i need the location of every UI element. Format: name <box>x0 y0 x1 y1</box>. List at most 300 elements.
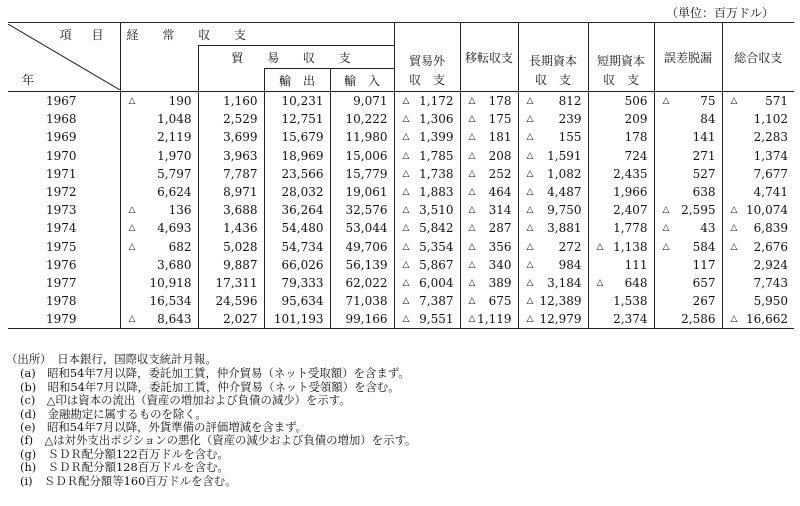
negative-mark: △ <box>402 223 410 234</box>
value-cell-trade <box>198 183 264 201</box>
table-body <box>8 92 794 329</box>
value-cell-trade <box>198 292 264 310</box>
value-text: 53,044 <box>345 221 388 236</box>
negative-mark: △ <box>526 259 534 270</box>
value-text: 190 <box>168 94 192 109</box>
value-cell-sht <box>588 238 654 256</box>
negative-mark: △ <box>526 223 534 234</box>
value-cell-err <box>654 292 722 310</box>
value-text: 239 <box>558 112 582 127</box>
value-text: 111 <box>624 257 648 272</box>
table-row <box>8 147 794 165</box>
year-cell: 1976 <box>46 257 77 272</box>
year-cell: 1969 <box>46 130 77 145</box>
value-cell-cur <box>120 110 198 128</box>
negative-mark: △ <box>468 314 476 325</box>
value-cell-trf <box>460 310 518 329</box>
value-cell-inv <box>394 128 460 146</box>
value-cell-exp <box>264 110 330 128</box>
value-cell-cur <box>120 238 198 256</box>
value-text: 12,751 <box>281 112 324 127</box>
value-cell-cur <box>120 310 198 329</box>
negative-mark: △ <box>468 241 476 252</box>
value-text: 2,529 <box>223 112 258 127</box>
negative-mark: △ <box>526 132 534 143</box>
value-cell-err <box>654 238 722 256</box>
corner-header <box>8 23 120 92</box>
value-cell-imp <box>330 274 394 292</box>
value-text: 71,038 <box>345 294 388 309</box>
value-cell-imp <box>330 165 394 183</box>
value-text: 2,407 <box>613 203 648 218</box>
value-text: 19,061 <box>345 185 388 200</box>
value-cell-tot <box>722 92 794 111</box>
value-text: 16,534 <box>149 294 192 309</box>
value-cell-trade <box>198 92 264 111</box>
value-cell-tot <box>722 165 794 183</box>
value-cell-trade <box>198 238 264 256</box>
value-cell-inv <box>394 110 460 128</box>
value-text: 7,677 <box>753 166 789 181</box>
value-text: 9,071 <box>353 94 388 109</box>
footnote-f: (f) △は対外支出ポジションの悪化（資産の減少および負債の増加）を示す。 <box>20 433 417 448</box>
value-cell-sht <box>588 92 654 111</box>
negative-mark: △ <box>596 277 604 288</box>
negative-mark: △ <box>526 96 534 107</box>
negative-mark: △ <box>402 296 410 307</box>
value-cell-sht <box>588 310 654 329</box>
negative-mark: △ <box>468 296 476 307</box>
value-cell-imp <box>330 147 394 165</box>
value-cell-trade <box>198 110 264 128</box>
negative-mark: △ <box>526 314 534 325</box>
value-cell-trf <box>460 274 518 292</box>
value-text: 1,538 <box>613 294 648 309</box>
year-cell: 1973 <box>46 203 77 218</box>
negative-mark: △ <box>128 314 136 325</box>
source-note: （出所） 日本銀行，国際収支統計月報。 <box>6 352 217 366</box>
value-cell-lng <box>518 183 588 201</box>
negative-mark: △ <box>402 96 410 107</box>
value-cell-lng <box>518 310 588 329</box>
value-cell-tot <box>722 147 794 165</box>
value-cell-cur <box>120 147 198 165</box>
value-text: 3,184 <box>547 275 582 290</box>
value-cell-tot <box>722 274 794 292</box>
value-text: 8,643 <box>157 312 192 327</box>
value-cell-tot <box>722 238 794 256</box>
value-cell-lng <box>518 165 588 183</box>
value-text: 638 <box>692 185 716 200</box>
exports-header: 輸 出 <box>278 73 315 88</box>
footnote-b: (b) 昭和54年7月以降，委託加工賃，仲介貿易（ネット受領額）を含む。 <box>20 379 400 394</box>
footnote-a: (a) 昭和54年7月以降，委託加工賃，仲介貿易（ネット受取額）を含まず。 <box>20 366 410 381</box>
value-text: 15,779 <box>345 166 388 181</box>
negative-mark: △ <box>468 277 476 288</box>
value-cell-err <box>654 165 722 183</box>
value-cell-cur <box>120 292 198 310</box>
value-text: 1,970 <box>157 148 192 163</box>
value-text: 3,688 <box>223 203 258 218</box>
value-cell-imp <box>330 183 394 201</box>
value-cell-inv <box>394 219 460 237</box>
value-cell-trf <box>460 165 518 183</box>
table-row <box>8 201 794 219</box>
footnote-i: (i) ＳＤＲ配分額等160百万ドルを含む。 <box>20 473 237 488</box>
negative-mark: △ <box>402 114 410 125</box>
negative-mark: △ <box>526 205 534 216</box>
value-cell-inv <box>394 238 460 256</box>
value-text: 178 <box>624 130 648 145</box>
negative-mark: △ <box>730 314 738 325</box>
value-text: 1,160 <box>223 94 258 109</box>
value-cell-sht <box>588 110 654 128</box>
value-cell-trade <box>198 147 264 165</box>
balance-of-payments-table <box>8 22 794 329</box>
negative-mark: △ <box>468 205 476 216</box>
value-text: 54,480 <box>281 221 324 236</box>
value-cell-inv <box>394 292 460 310</box>
value-cell-err <box>654 274 722 292</box>
value-cell-tot <box>722 310 794 329</box>
negative-mark: △ <box>402 150 410 161</box>
value-text: 79,333 <box>281 275 324 290</box>
table-row <box>8 183 794 201</box>
value-cell-trf <box>460 256 518 274</box>
value-text: 2,283 <box>753 130 789 145</box>
negative-mark: △ <box>662 96 670 107</box>
value-cell-trade <box>198 274 264 292</box>
value-text: 657 <box>692 275 716 290</box>
value-text: 75 <box>700 94 716 109</box>
value-text: 506 <box>624 94 648 109</box>
negative-mark: △ <box>596 241 604 252</box>
year-cell: 1967 <box>46 94 77 109</box>
value-cell-tot <box>722 183 794 201</box>
year-label: 年 <box>22 73 35 87</box>
value-text: 181 <box>488 130 512 145</box>
value-cell-imp <box>330 256 394 274</box>
value-cell-sht <box>588 292 654 310</box>
value-text: 6,839 <box>753 221 789 236</box>
value-text: 117 <box>692 257 716 272</box>
negative-mark: △ <box>526 168 534 179</box>
value-cell-cur <box>120 219 198 237</box>
value-text: 12,979 <box>539 312 582 327</box>
value-text: 287 <box>488 221 512 236</box>
value-text: 10,222 <box>345 112 388 127</box>
negative-mark: △ <box>128 241 136 252</box>
value-text: 54,734 <box>281 239 324 254</box>
value-cell-inv <box>394 183 460 201</box>
negative-mark: △ <box>526 277 534 288</box>
value-text: 314 <box>488 203 512 218</box>
value-text: 32,576 <box>345 203 388 218</box>
value-text: 1,082 <box>547 166 582 181</box>
value-cell-cur <box>120 92 198 111</box>
value-cell-sht <box>588 147 654 165</box>
value-cell-err <box>654 92 722 111</box>
value-text: 252 <box>488 166 512 181</box>
value-text: 1,048 <box>157 112 192 127</box>
value-text: 3,510 <box>419 203 454 218</box>
value-text: 389 <box>488 275 512 290</box>
value-text: 2,374 <box>613 312 648 327</box>
year-cell: 1977 <box>46 275 77 290</box>
value-cell-cur <box>120 274 198 292</box>
value-cell-exp <box>264 310 330 329</box>
value-text: 5,867 <box>419 257 454 272</box>
value-cell-exp <box>264 92 330 111</box>
value-cell-exp <box>264 292 330 310</box>
value-text: 356 <box>488 239 512 254</box>
value-cell-trade <box>198 256 264 274</box>
value-text: 18,969 <box>281 148 324 163</box>
value-cell-inv <box>394 201 460 219</box>
negative-mark: △ <box>468 96 476 107</box>
value-cell-exp <box>264 274 330 292</box>
notes-block <box>6 353 416 488</box>
value-cell-sht <box>588 201 654 219</box>
value-text: 5,842 <box>419 221 454 236</box>
negative-mark: △ <box>468 114 476 125</box>
value-text: 11,980 <box>345 130 388 145</box>
value-text: 43 <box>700 221 716 236</box>
value-cell-tot <box>722 219 794 237</box>
negative-mark: △ <box>402 259 410 270</box>
value-cell-lng <box>518 92 588 111</box>
value-cell-trade <box>198 128 264 146</box>
value-text: 1,399 <box>419 130 454 145</box>
value-cell-trade <box>198 201 264 219</box>
table-row <box>8 128 794 146</box>
footnote-c: (c) △印は資本の流出（資産の増加および負債の減少）を示す。 <box>20 393 351 408</box>
value-text: 3,963 <box>223 148 258 163</box>
value-cell-imp <box>330 201 394 219</box>
value-text: 101,193 <box>273 312 324 327</box>
value-cell-sht <box>588 183 654 201</box>
value-cell-tot <box>722 201 794 219</box>
value-cell-trade <box>198 310 264 329</box>
imports-header: 輸 入 <box>344 73 381 88</box>
value-text: 15,006 <box>345 148 388 163</box>
year-cell: 1974 <box>46 221 77 236</box>
value-text: 9,887 <box>223 257 258 272</box>
value-cell-sht <box>588 128 654 146</box>
value-cell-imp <box>330 292 394 310</box>
value-cell-exp <box>264 201 330 219</box>
value-text: 527 <box>692 166 716 181</box>
value-cell-lng <box>518 147 588 165</box>
value-cell-lng <box>518 292 588 310</box>
year-cell: 1970 <box>46 148 77 163</box>
errors-omissions-header: 誤差脱漏 <box>664 50 713 65</box>
transfers-header: 移転収支 <box>465 50 514 65</box>
value-cell-tot <box>722 128 794 146</box>
unit-label: （単位：百万ドル） <box>665 6 774 20</box>
value-text: 4,741 <box>753 185 789 200</box>
negative-mark: △ <box>128 223 136 234</box>
negative-mark: △ <box>662 223 670 234</box>
negative-mark: △ <box>468 223 476 234</box>
value-cell-trf <box>460 128 518 146</box>
value-cell-trf <box>460 92 518 111</box>
value-text: 272 <box>558 239 582 254</box>
negative-mark: △ <box>662 241 670 252</box>
value-text: 10,074 <box>746 203 789 218</box>
value-cell-sht <box>588 274 654 292</box>
value-cell-trf <box>460 147 518 165</box>
value-text: 9,551 <box>419 312 454 327</box>
value-cell-err <box>654 128 722 146</box>
value-cell-exp <box>264 165 330 183</box>
value-cell-err <box>654 183 722 201</box>
value-cell-sht <box>588 165 654 183</box>
footnote-g: (g) ＳＤＲ配分額122百万ドルを含む。 <box>20 446 229 461</box>
value-cell-exp <box>264 219 330 237</box>
value-text: 2,676 <box>753 239 789 254</box>
table-row <box>8 310 794 329</box>
value-text: 95,634 <box>281 294 324 309</box>
footnote-d: (d) 金融勘定に属するものを除く。 <box>20 406 207 421</box>
table-row <box>8 238 794 256</box>
value-text: 99,166 <box>345 312 388 327</box>
value-text: 141 <box>692 130 716 145</box>
value-cell-trf <box>460 219 518 237</box>
value-text: 24,596 <box>215 294 258 309</box>
value-cell-cur <box>120 128 198 146</box>
invisible-trade-header-top: 貿易外 <box>409 53 446 68</box>
value-cell-err <box>654 310 722 329</box>
value-text: 1,966 <box>613 185 648 200</box>
value-text: 584 <box>692 239 716 254</box>
long-term-capital-header-bottom: 収 支 <box>535 73 572 88</box>
negative-mark: △ <box>402 132 410 143</box>
table-row <box>8 165 794 183</box>
value-text: 5,354 <box>419 239 454 254</box>
value-text: 267 <box>692 294 716 309</box>
short-term-capital-header-top: 短期資本 <box>597 53 646 68</box>
negative-mark: △ <box>402 241 410 252</box>
value-text: 5,797 <box>157 166 192 181</box>
value-cell-inv <box>394 274 460 292</box>
value-cell-exp <box>264 256 330 274</box>
value-text: 136 <box>168 203 192 218</box>
value-text: 10,231 <box>281 94 324 109</box>
value-cell-lng <box>518 274 588 292</box>
value-text: 4,693 <box>157 221 192 236</box>
value-cell-exp <box>264 183 330 201</box>
value-cell-sht <box>588 256 654 274</box>
value-text: 271 <box>692 148 716 163</box>
value-text: 2,924 <box>753 257 789 272</box>
long-term-capital-header-top: 長期資本 <box>529 53 578 68</box>
value-cell-err <box>654 256 722 274</box>
year-cell: 1979 <box>8 310 120 329</box>
value-text: 10,918 <box>149 275 192 290</box>
value-text: 571 <box>765 94 789 109</box>
value-cell-imp <box>330 310 394 329</box>
value-text: 155 <box>558 130 582 145</box>
negative-mark: △ <box>468 132 476 143</box>
value-cell-cur <box>120 201 198 219</box>
negative-mark: △ <box>526 114 534 125</box>
negative-mark: △ <box>402 314 410 325</box>
value-text: 1,785 <box>419 148 454 163</box>
value-text: 5,028 <box>223 239 258 254</box>
value-cell-trf <box>460 201 518 219</box>
value-text: 1,591 <box>547 148 582 163</box>
negative-mark: △ <box>730 223 738 234</box>
value-cell-cur <box>120 183 198 201</box>
value-text: 812 <box>558 94 582 109</box>
value-cell-cur <box>120 256 198 274</box>
value-text: 49,706 <box>345 239 388 254</box>
value-cell-lng <box>518 128 588 146</box>
value-text: 5,950 <box>753 294 789 309</box>
negative-mark: △ <box>526 296 534 307</box>
year-cell: 1978 <box>46 294 77 309</box>
table-row <box>8 110 794 128</box>
value-cell-inv <box>394 256 460 274</box>
value-cell-imp <box>330 128 394 146</box>
value-text: 12,389 <box>539 294 582 309</box>
value-text: 1,138 <box>613 239 648 254</box>
value-cell-tot <box>722 292 794 310</box>
value-text: 3,881 <box>547 221 582 236</box>
value-text: 56,139 <box>345 257 388 272</box>
negative-mark: △ <box>402 187 410 198</box>
value-text: 23,566 <box>281 166 324 181</box>
negative-mark: △ <box>468 150 476 161</box>
value-cell-err <box>654 110 722 128</box>
negative-mark: △ <box>730 96 738 107</box>
value-cell-lng <box>518 238 588 256</box>
value-text: 209 <box>624 112 648 127</box>
value-text: 1,738 <box>419 166 454 181</box>
negative-mark: △ <box>402 277 410 288</box>
value-text: 724 <box>624 148 648 163</box>
value-text: 7,743 <box>753 275 789 290</box>
table-row <box>8 92 794 111</box>
value-cell-err <box>654 201 722 219</box>
value-cell-imp <box>330 238 394 256</box>
value-text: 175 <box>488 112 512 127</box>
value-text: 2,435 <box>613 166 648 181</box>
value-text: 7,387 <box>419 294 454 309</box>
value-text: 208 <box>488 148 512 163</box>
value-text: 66,026 <box>281 257 324 272</box>
value-text: 17,311 <box>215 275 258 290</box>
value-text: 4,487 <box>547 185 582 200</box>
negative-mark: △ <box>662 205 670 216</box>
value-text: 2,586 <box>681 312 716 327</box>
value-text: 1,436 <box>223 221 258 236</box>
value-text: 62,022 <box>345 275 388 290</box>
value-text: 675 <box>488 294 512 309</box>
value-text: 984 <box>558 257 582 272</box>
value-text: 1,172 <box>419 94 454 109</box>
value-cell-inv <box>394 92 460 111</box>
value-cell-imp <box>330 219 394 237</box>
value-text: 2,027 <box>223 312 258 327</box>
value-cell-trade <box>198 165 264 183</box>
negative-mark: △ <box>402 205 410 216</box>
value-cell-tot <box>722 110 794 128</box>
value-cell-trf <box>460 110 518 128</box>
year-cell: 1968 <box>46 112 77 127</box>
negative-mark: △ <box>526 150 534 161</box>
